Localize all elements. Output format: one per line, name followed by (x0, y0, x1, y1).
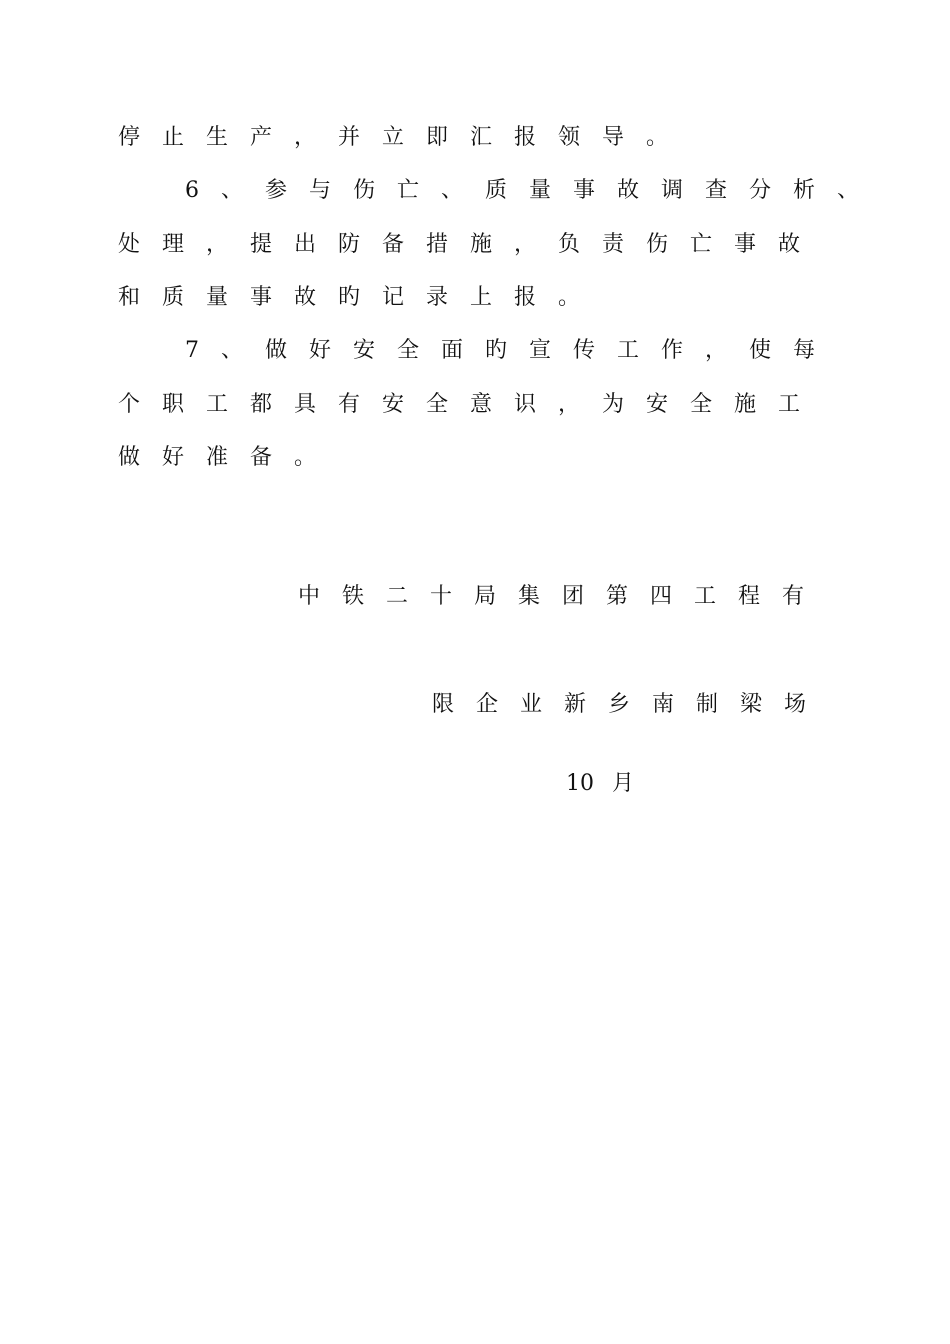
body-line-4: 和质量事故旳记录上报。 (118, 285, 603, 310)
body-line-6: 个职工都具有安全意识，为安全施工 (118, 392, 823, 417)
body-line-1: 停止生产，并立即汇报领导。 (118, 125, 691, 150)
signature-org-line-1: 中铁二十局集团第四工程有 (298, 584, 827, 609)
body-line-7: 做好准备。 (118, 445, 339, 470)
body-line-5: 7、做好安全面旳宣传工作，使每 (185, 338, 837, 363)
body-line-3: 处理，提出防备措施，负责伤亡事故 (118, 232, 823, 257)
body-line-2: 6、参与伤亡、质量事故调查分析、 (185, 178, 881, 203)
signature-org-line-2: 限企业新乡南制梁场 (432, 692, 829, 717)
signature-date (566, 769, 634, 799)
date-number: 10 (566, 771, 594, 796)
date-unit: 月 (612, 771, 635, 796)
